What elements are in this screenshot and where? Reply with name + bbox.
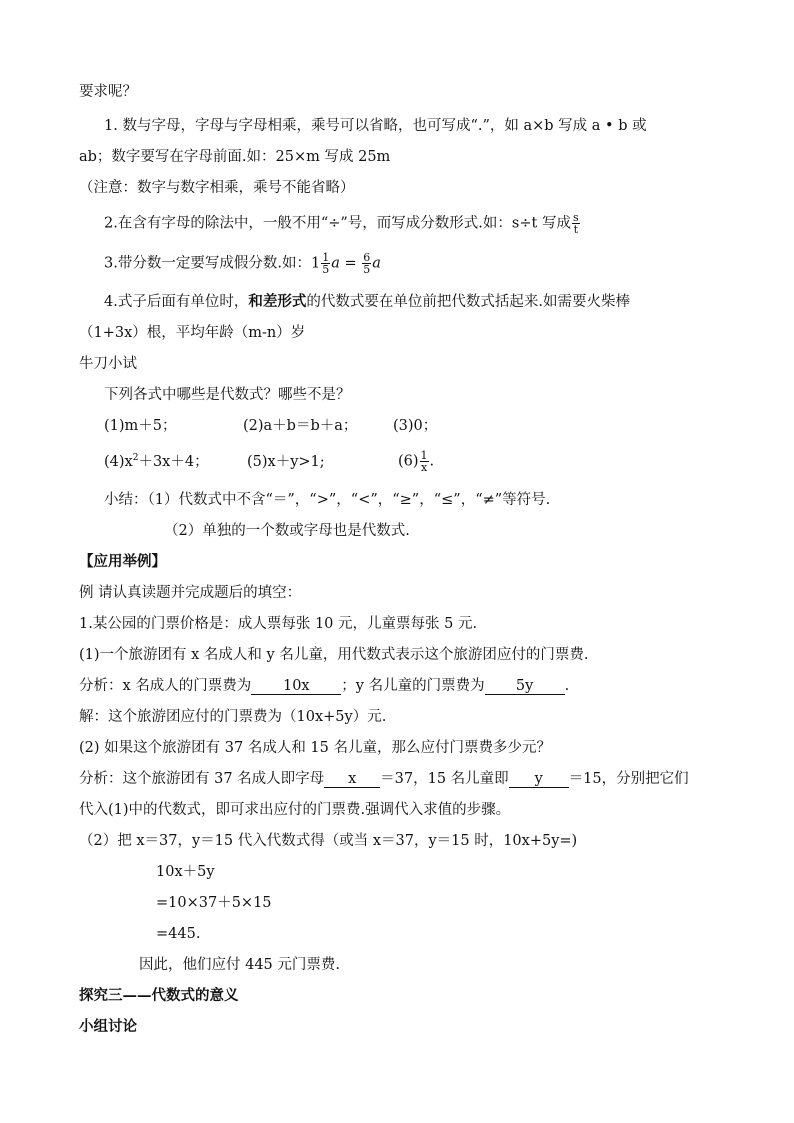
example-heading: 【应用举例】 [79, 553, 166, 570]
rule-1-line-2: ab；数字要写在字母前面.如：25×m 写成 25m [79, 149, 391, 165]
trial-item-3: (3)0； [393, 418, 438, 434]
trial-item-2: (2)a＋b＝b＋a； [243, 418, 358, 434]
blank-letter-x: x [324, 769, 380, 788]
rule-note: （注意：数字与数字相乘，乘号不能省略） [79, 180, 355, 196]
blank-letter-y: y [509, 769, 569, 788]
trial-item-6: (6) $\frac{1}{x}$ . [398, 449, 435, 474]
solution-1: 解：这个旅游团应付的门票费为（10x+5y）元. [79, 709, 387, 725]
intro-ending: 要求呢？ [79, 84, 137, 100]
example-intro: 例 请认真读题并完成题后的填空： [79, 585, 302, 601]
rule-4-line-1: 4.式子后面有单位时，和差形式的代数式要在单位前把代数式括起来.如需要火柴棒 [104, 293, 630, 310]
trial-item-5: (5)x＋y>1; [247, 454, 325, 470]
rule-4-line-2: （1+3x）根，平均年龄（m-n）岁 [79, 325, 306, 341]
fraction-1-over-x: $\frac{1}{x}$ [420, 449, 428, 474]
analysis-1: 分析：x 名成人的门票费为 10x ；y 名儿童的门票费为 5y . [79, 678, 570, 694]
section-3-heading: 探究三——代数式的意义 [79, 987, 239, 1004]
blank-adult-fee: 10x [251, 676, 341, 695]
rule-1-line-1: 1. 数与字母，字母与字母相乘，乘号可以省略，也可写成“.”，如 a×b 写成 a • b 或 [104, 118, 647, 134]
fraction-s-over-t: $\frac{s}{t}$ [572, 211, 579, 236]
example-question-2: (2) 如果这个旅游团有 37 名成人和 15 名儿童，那么应付门票费多少元？ [79, 740, 551, 756]
section-3-subheading: 小组讨论 [79, 1018, 137, 1035]
trial-summary-2: （2）单独的一个数或字母也是代数式. [164, 523, 410, 539]
trial-question: 下列各式中哪些是代数式？哪些不是？ [104, 387, 351, 403]
analysis-2-line-1: 分析：这个旅游团有 37 名成人即字母 x ＝37，15 名儿童即 y ＝15，分别把它们 [79, 771, 689, 787]
rule-3: 3.带分数一定要写成假分数.如：1 $\frac{1}{5}$ a = $\frac{6}{5}$ a [104, 251, 381, 276]
rule-2-text: 2.在含有字母的除法中，一般不用“÷”号，而写成分数形式.如：s÷t 写成 [104, 215, 571, 232]
rule-2 [104, 212, 581, 235]
analysis-2-line-2: 代入(1)中的代数式，即可求出应付的门票费.强调代入求值的步骤。 [79, 802, 511, 818]
trial-summary-1: 小结：（1）代数式中不含“＝”，“>”，“<”，“≥”，“≤”，“≠”等符号. [104, 492, 551, 508]
solution-2: （2）把 x＝37，y＝15 代入代数式得（或当 x＝37，y＝15 时，10x+5y=) [79, 833, 578, 849]
fraction-1-over-5: $\frac{1}{5}$ [322, 251, 330, 276]
blank-child-fee: 5y [485, 676, 565, 695]
calc-step-1: 10x＋5y [156, 864, 215, 880]
trial-item-4: $(4)x^2+3x+4$； [104, 453, 209, 470]
trial-heading: 牛刀小试 [79, 356, 137, 372]
bold-sum-difference-form: 和差形式 [248, 293, 307, 310]
calc-step-3: =445. [156, 926, 201, 942]
calc-step-2: =10×37＋5×15 [156, 895, 272, 911]
example-question-1: (1)一个旅游团有 x 名成人和 y 名儿童，用代数式表示这个旅游团应付的门票费. [79, 647, 589, 663]
fraction-6-over-5: $\frac{6}{5}$ [363, 251, 371, 276]
example-problem: 1.某公园的门票价格是：成人票每张 10 元，儿童票每张 5 元. [79, 616, 478, 632]
trial-item-1: (1)m＋5； [104, 418, 177, 434]
conclusion: 因此，他们应付 445 元门票费. [139, 957, 341, 973]
rule-3-text: 3.带分数一定要写成假分数.如： [104, 255, 311, 272]
